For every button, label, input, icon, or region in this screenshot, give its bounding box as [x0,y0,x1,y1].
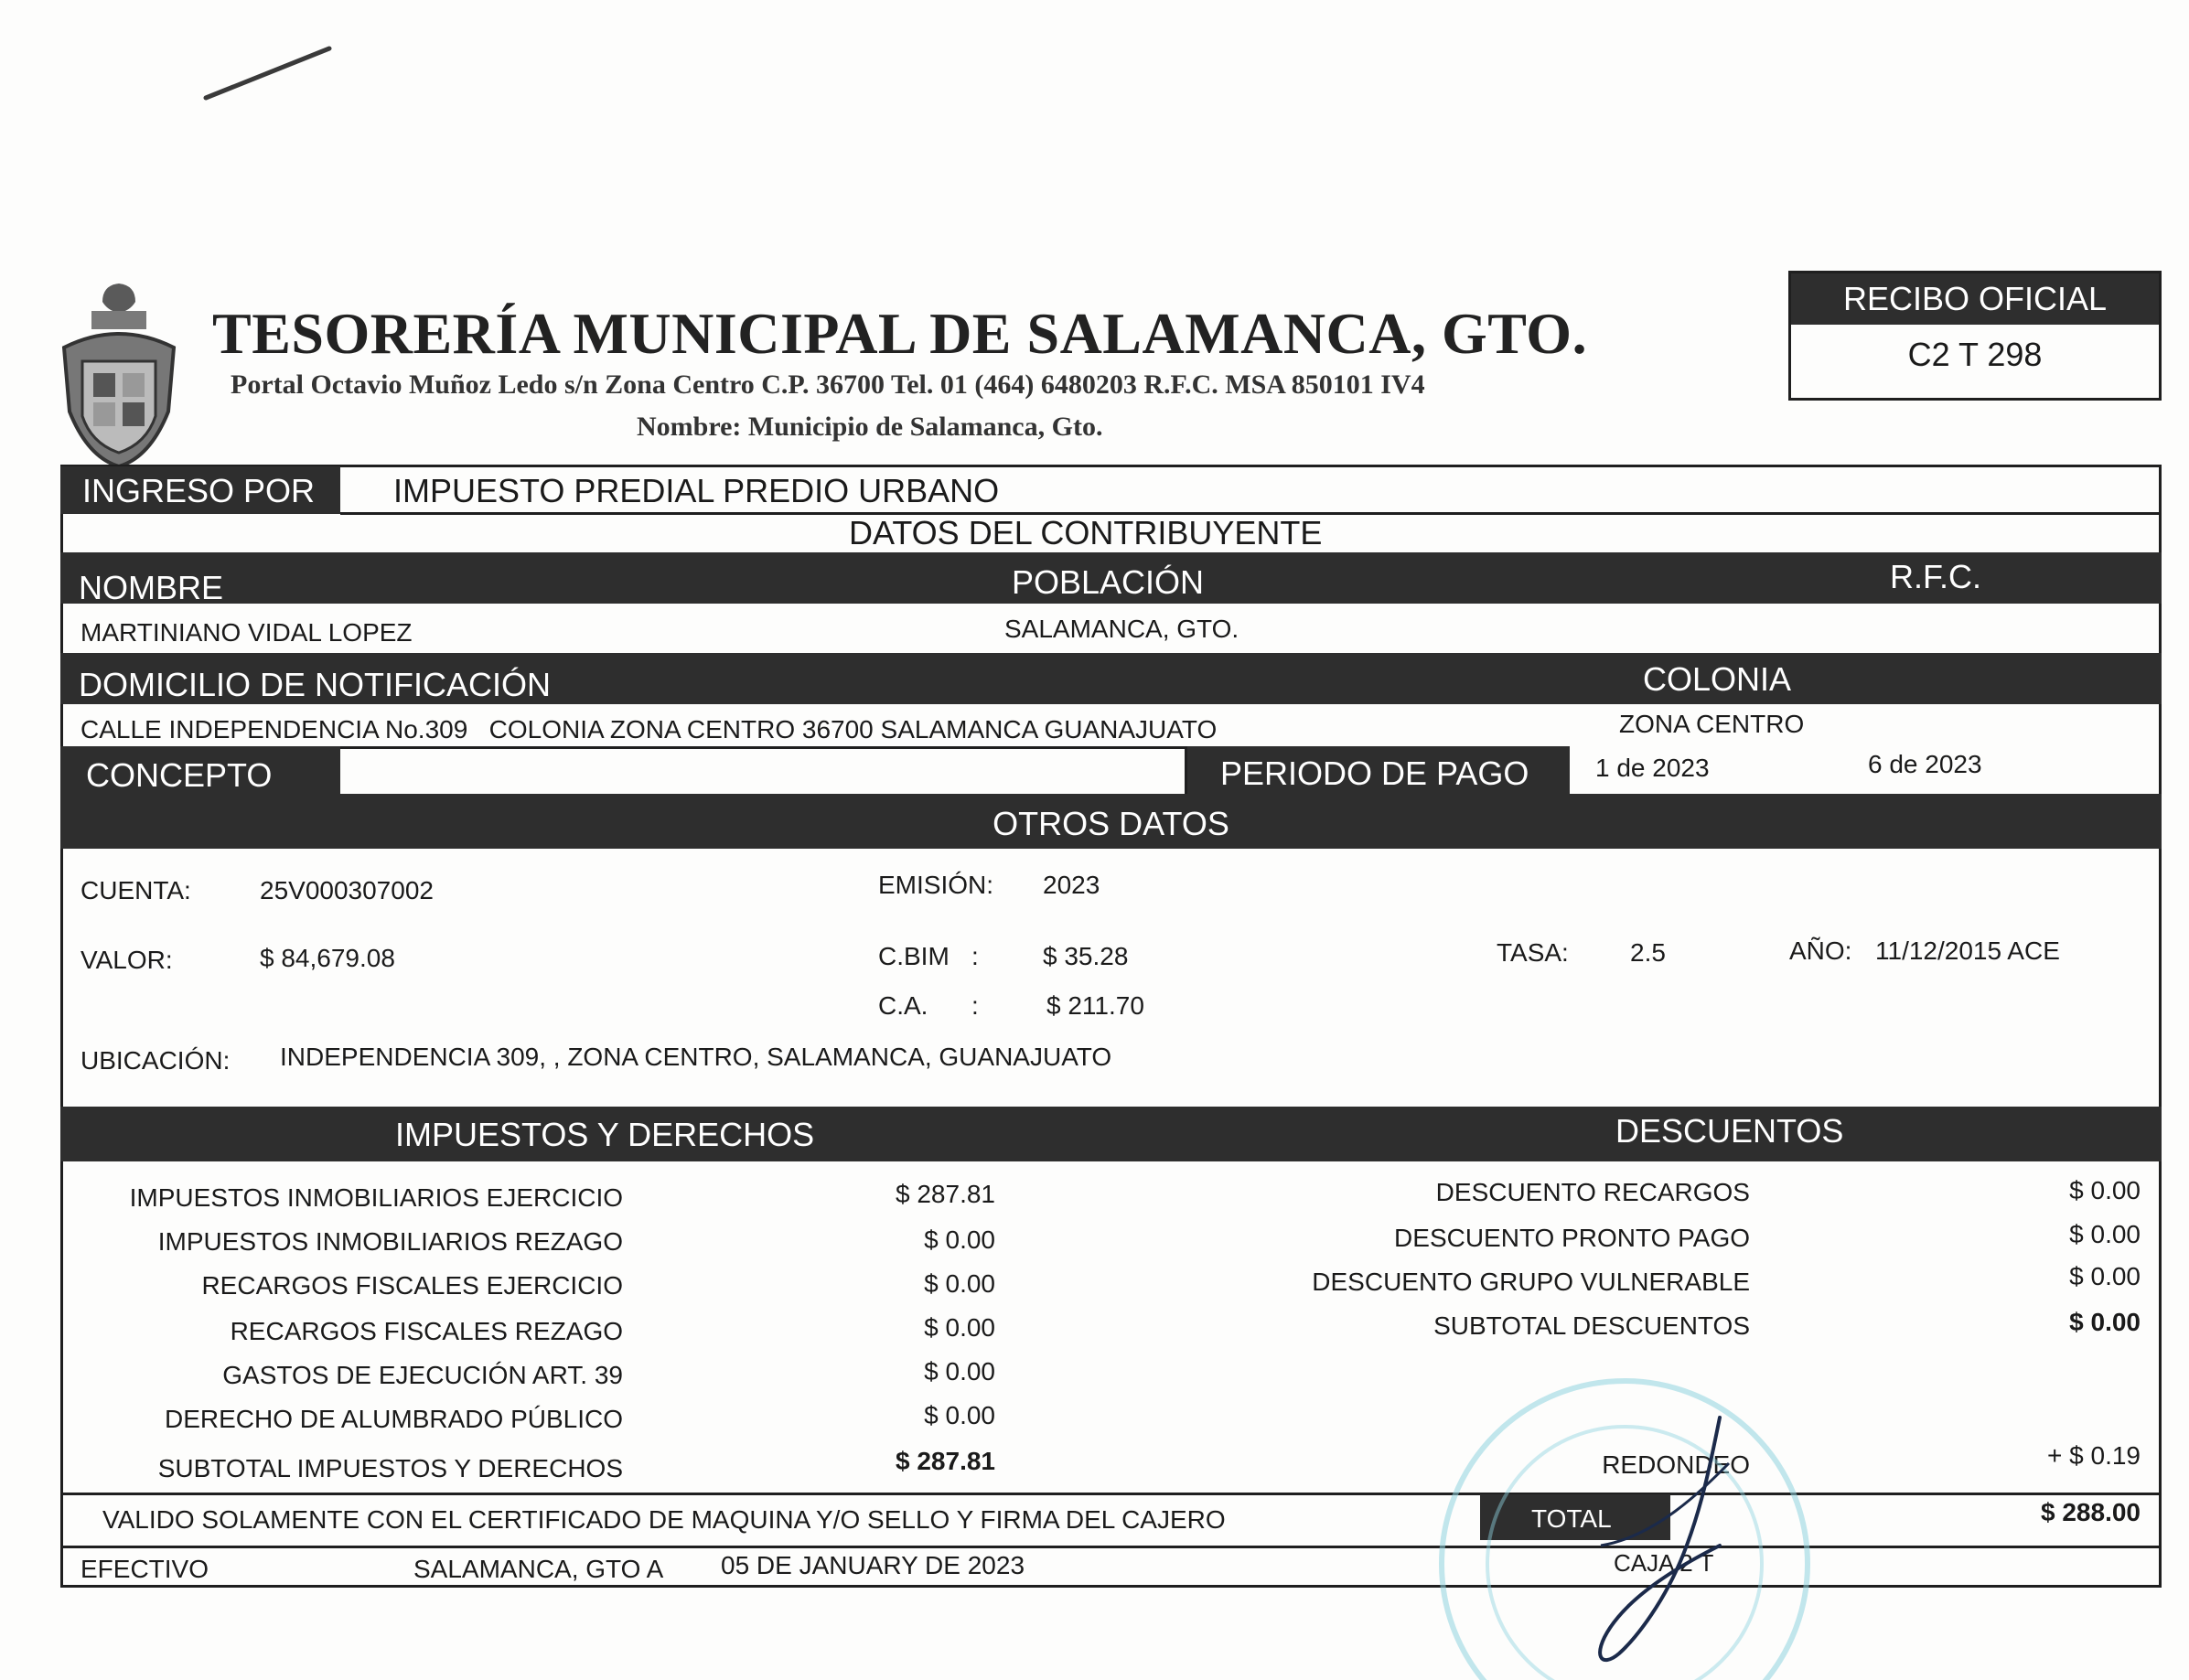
impuesto-row-amount: $ 287.81 [896,1180,995,1208]
receipt-label: RECIBO OFICIAL [1791,273,2159,325]
anio-label: AÑO: [1789,936,1852,965]
impuesto-row-label: IMPUESTOS INMOBILIARIOS REZAGO [157,1227,623,1256]
treasury-title: TESORERÍA MUNICIPAL DE SALAMANCA, GTO. [212,301,1588,366]
impuesto-row-label: GASTOS DE EJECUCIÓN ART. 39 [222,1361,623,1389]
impuesto-row-amount: $ 0.00 [924,1313,995,1342]
pen-mark [201,41,338,105]
descuento-row-amount: $ 0.00 [2069,1262,2141,1290]
treasury-nombre: Nombre: Municipio de Salamanca, Gto. [637,412,1103,442]
impuestos-subtotal-amount: $ 287.81 [896,1447,995,1475]
lugar: SALAMANCA, GTO A [413,1555,664,1583]
cuenta-label: CUENTA: [80,876,191,904]
anio-value: 11/12/2015 ACE [1875,936,2060,965]
impuesto-row-amount: $ 0.00 [924,1269,995,1298]
redondeo-amount: + $ 0.19 [2047,1441,2141,1470]
descuentos-subtotal-amount: $ 0.00 [2069,1308,2141,1336]
domicilio-label: DOMICILIO DE NOTIFICACIÓN [79,666,552,703]
cbim-value: $ 35.28 [1043,942,1129,970]
impuestos-subtotal-label: SUBTOTAL IMPUESTOS Y DERECHOS [157,1454,623,1482]
impuesto-row-amount: $ 0.00 [924,1225,995,1254]
descuento-row-label: DESCUENTO GRUPO VULNERABLE [1312,1268,1750,1296]
periodo-label: PERIODO DE PAGO [1187,746,1570,797]
valido-note: VALIDO SOLAMENTE CON EL CERTIFICADO DE MAQUINA Y/O SELLO Y FIRMA DEL CAJERO [102,1505,1226,1534]
coat-of-arms-logo [55,274,183,476]
impuesto-row-label: RECARGOS FISCALES REZAGO [230,1317,623,1345]
periodo-desde: 1 de 2023 [1595,754,1710,782]
descuento-row-amount: $ 0.00 [2069,1176,2141,1204]
impuesto-row-amount: $ 0.00 [924,1401,995,1429]
fecha: 05 DE JANUARY DE 2023 [721,1551,1025,1579]
cbim-colon: : [971,942,979,970]
periodo-hasta: 6 de 2023 [1868,750,1982,778]
contribuyente-nombre: MARTINIANO VIDAL LOPEZ [80,618,413,647]
valor-value: $ 84,679.08 [260,944,395,972]
impuesto-row-label: DERECHO DE ALUMBRADO PÚBLICO [165,1405,623,1433]
receipt-number: C2 T 298 [1907,336,2043,373]
impuestos-heading: IMPUESTOS Y DERECHOS [395,1116,815,1153]
cbim-label: C.BIM [878,942,950,970]
descuentos-heading: DESCUENTOS [1615,1112,1844,1150]
emision-value: 2023 [1043,871,1100,899]
otros-datos-heading: OTROS DATOS [60,794,2162,849]
contribuyente-heading: DATOS DEL CONTRIBUYENTE [849,514,1323,551]
nombre-label: NOMBRE [79,569,224,606]
descuento-row-label: DESCUENTO RECARGOS [1435,1178,1750,1206]
descuento-row-amount: $ 0.00 [2069,1220,2141,1248]
divider [60,1546,2162,1548]
total-label: TOTAL [1480,1494,1670,1540]
ubicacion-label: UBICACIÓN: [80,1046,231,1075]
descuento-row-label: DESCUENTO PRONTO PAGO [1394,1224,1750,1252]
rfc-label: R.F.C. [1890,558,1982,595]
impuestos-descuentos-bar [60,1107,2162,1161]
contribuyente-poblacion: SALAMANCA, GTO. [1004,615,1239,643]
concepto-value-field [340,746,1187,797]
descuentos-subtotal-label: SUBTOTAL DESCUENTOS [1433,1311,1750,1340]
concepto-label: CONCEPTO [60,746,340,799]
ingreso-label: INGRESO POR [60,466,340,514]
divider [60,1493,2162,1495]
impuesto-row-amount: $ 0.00 [924,1357,995,1386]
tasa-label: TASA: [1497,938,1569,967]
poblacion-label: POBLACIÓN [1012,563,1205,601]
ca-colon: : [971,991,979,1020]
ingreso-value: IMPUESTO PREDIAL PREDIO URBANO [393,472,1000,509]
emision-label: EMISIÓN: [878,871,994,899]
ubicacion-value: INDEPENDENCIA 309, , ZONA CENTRO, SALAMANCA, GUANAJUATO [280,1043,1112,1071]
treasury-address: Portal Octavio Muñoz Ledo s/n Zona Centro C.P. 36700 Tel. 01 (464) 6480203 R.F.C. MSA 850101 IV4 [231,369,1425,400]
cuenta-value: 25V000307002 [260,876,434,904]
caja: CAJA 2 T [1614,1549,1714,1577]
ca-label: C.A. [878,991,928,1020]
colonia-label: COLONIA [1643,660,1792,698]
forma-pago: EFECTIVO [80,1555,209,1583]
valor-label: VALOR: [80,946,173,974]
redondeo-label: REDONDEO [1602,1450,1750,1479]
contribuyente-colonia: ZONA CENTRO [1619,710,1805,738]
ca-value: $ 211.70 [1046,991,1144,1020]
impuesto-row-label: RECARGOS FISCALES EJERCICIO [201,1271,623,1300]
impuesto-row-label: IMPUESTOS INMOBILIARIOS EJERCICIO [129,1183,623,1212]
contribuyente-domicilio: CALLE INDEPENDENCIA No.309 COLONIA ZONA CENTRO 36700 SALAMANCA GUANAJUATO [80,715,1218,744]
nombre-header-bar [60,552,2162,604]
domicilio-header-bar [60,653,2162,704]
tasa-value: 2.5 [1630,938,1666,967]
receipt-box [1788,271,2162,401]
cashier-signature [1546,1408,1784,1674]
total-amount: $ 288.00 [2041,1498,2141,1526]
